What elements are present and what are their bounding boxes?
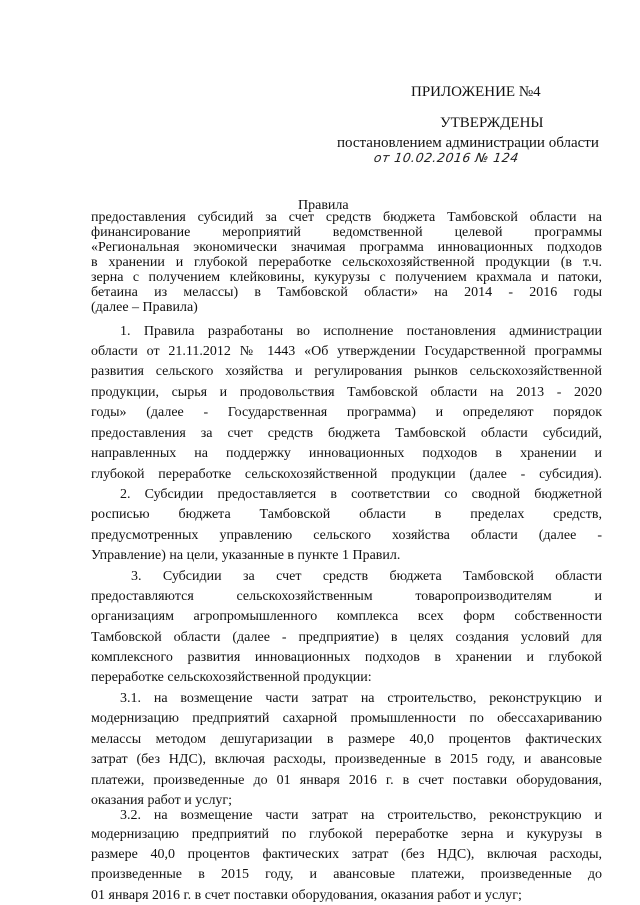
body-line: Управление) на цели, указанные в пункте 1 Правил. — [91, 548, 401, 563]
body-line: переработке сельскохозяйственной продукции: — [91, 670, 372, 685]
body-line: затрат (без НДС), включая расходы, произведенные в 2015 году, и авансовые — [91, 752, 602, 767]
body-line: комплексного развития инновационных подходов в хранении и глубокой — [91, 650, 602, 665]
body-line: развития сельского хозяйства и регулирования рынков сельскохозяйственной — [91, 364, 602, 379]
body-line: области от 21.11.2012 № 1443 «Об утверждении Государственной программы — [91, 344, 602, 359]
resolution-label: постановлением администрации области — [337, 135, 599, 151]
title-line: (далее – Правила) — [91, 300, 198, 315]
body-line: 1. Правила разработаны во исполнение постановления администрации — [120, 324, 602, 339]
approved-label: УТВЕРЖДЕНЫ — [440, 115, 544, 131]
title-line: в хранении и глубокой переработке сельскохозяйственной продукции (в т.ч. — [91, 255, 602, 270]
body-line: 3.1. на возмещение части затрат на строительство, реконструкцию и — [120, 691, 602, 706]
title-line: бетаина из мелассы) в Тамбовской области» на 2014 - 2016 годы — [91, 285, 602, 300]
body-line: модернизацию предприятий по глубокой переработке зерна и кукурузы в — [91, 827, 602, 842]
body-line: произведенные в 2015 году, и авансовые платежи, произведенные до — [91, 867, 602, 882]
body-line: размере 40,0 процентов фактических затрат (без НДС), включая расходы, — [91, 847, 602, 862]
body-line: предоставляются сельскохозяйственным товаропроизводителям и — [91, 589, 602, 604]
body-line: 3. Субсидии за счет средств бюджета Тамбовской области — [131, 569, 602, 584]
body-line: 2. Субсидии предоставляется в соответствии со сводной бюджетной — [120, 487, 602, 502]
body-line: предусмотренных управлению сельского хозяйства области (далее - — [91, 528, 602, 543]
body-line: 01 января 2016 г. в счет поставки оборудования, оказания работ и услуг; — [91, 888, 522, 903]
body-line: годы» (далее - Государственная программа) и определяют порядок — [91, 405, 602, 420]
appendix-label: ПРИЛОЖЕНИЕ №4 — [411, 84, 541, 100]
title-line: предоставления субсидий за счет средств бюджета Тамбовской области на — [91, 210, 602, 225]
body-line: оказания работ и услуг; — [91, 793, 233, 808]
title-line: «Региональная экономически значимая программа инновационных подходов — [91, 240, 602, 255]
body-line: направленных на поддержку инновационных подходов в хранении и — [91, 446, 602, 461]
body-line: платежи, произведенные до 01 января 2016 г. в счет поставки оборудования, — [91, 773, 602, 788]
handwritten-date: от 10.02.2016 № 124 — [372, 150, 520, 165]
body-line: модернизацию предприятий сахарной промышленности по обессахариванию — [91, 711, 602, 726]
title-heading-text: Правила — [298, 198, 349, 213]
body-line: глубокой переработке сельскохозяйственной продукции (далее - субсидия). — [91, 467, 602, 482]
body-line: мелассы методом дешугаризации в размере 40,0 процентов фактических — [91, 732, 602, 747]
body-line: 3.2. на возмещение части затрат на строительство, реконструкцию и — [120, 808, 602, 823]
title-line: зерна с получением клейковины, кукурузы с получением крахмала и патоки, — [91, 270, 602, 285]
body-line: продукции, сырья и продовольствия Тамбовской области на 2013 - 2020 — [91, 385, 602, 400]
body-line: организациям агропромышленного комплекса всех форм собственности — [91, 609, 602, 624]
body-line: росписью бюджета Тамбовской области в пределах средств, — [91, 507, 602, 522]
body-line: предоставления за счет средств бюджета Тамбовской области субсидий, — [91, 426, 602, 441]
body-line: Тамбовской области (далее - предприятие) в целях создания условий для — [91, 630, 602, 645]
title-line: финансирование мероприятий ведомственной целевой программы — [91, 225, 602, 240]
